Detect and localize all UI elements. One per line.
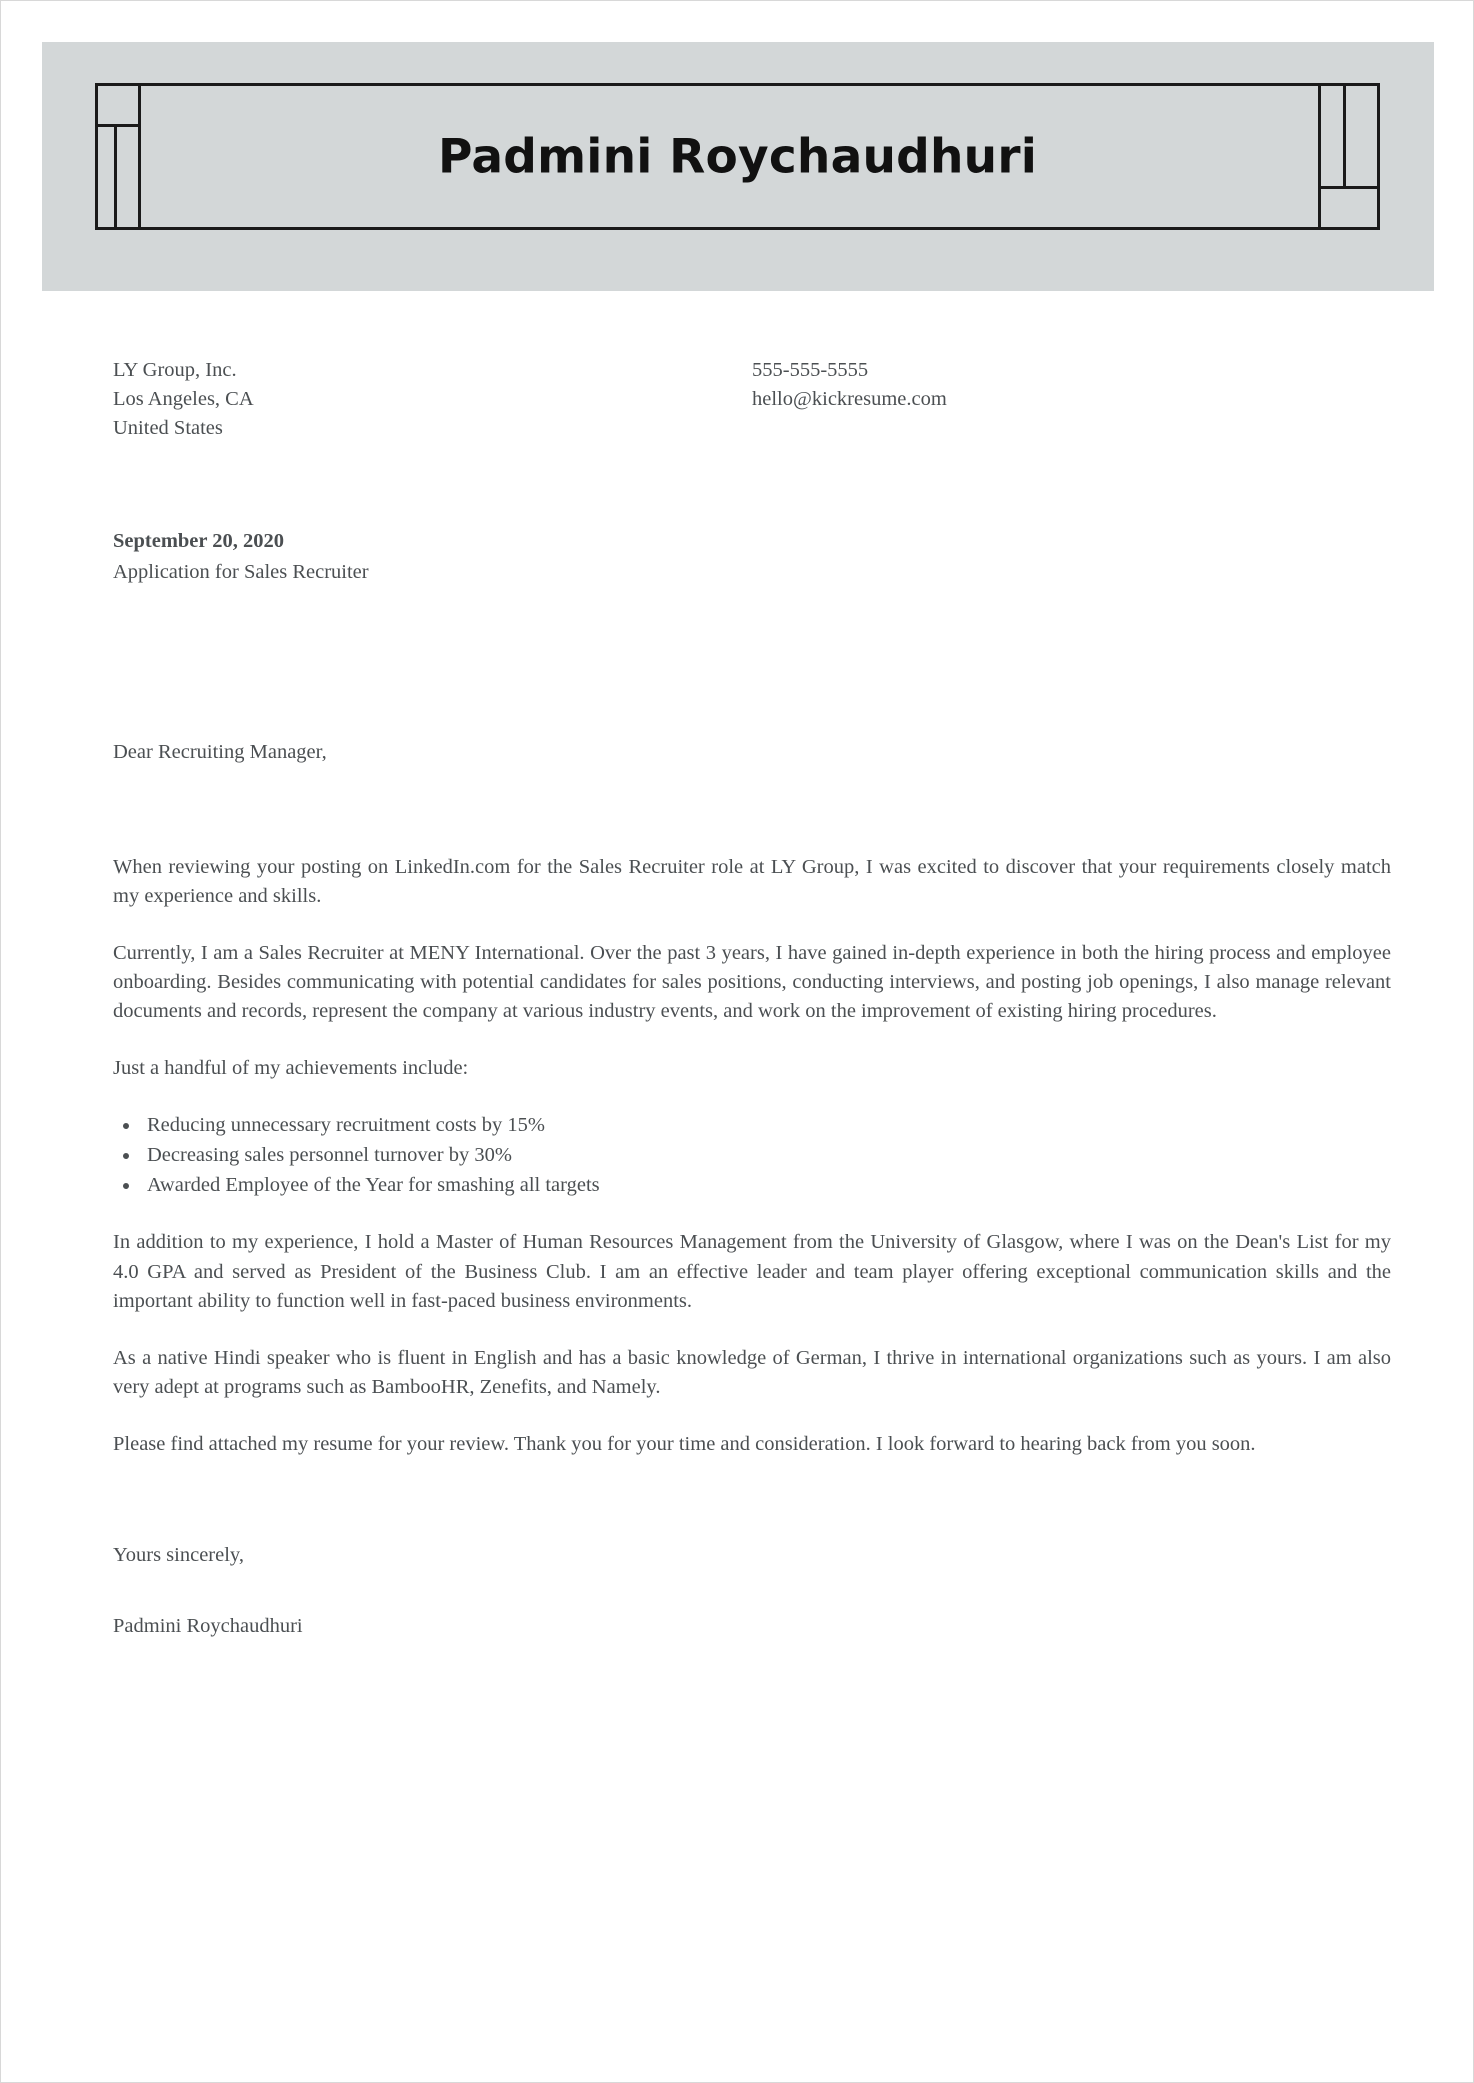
recipient-country: United States bbox=[113, 417, 223, 440]
recipient-city: Los Angeles, CA bbox=[113, 388, 254, 411]
letter-meta-block bbox=[113, 527, 1391, 587]
body-paragraph-3: In addition to my experience, I hold a Master of Human Resources Management from the University of Glasgow, where I was on the Dean's List for my 4.0 GPA and served as President of the Business Club. I am an effective leader and team player offering exceptional communication skills and the important ability to function well in fast-paced business environments. bbox=[113, 1231, 1391, 1312]
sign-off: Yours sincerely, bbox=[113, 1544, 244, 1567]
closing-block bbox=[113, 1541, 1391, 1641]
frame-rule-right-connector bbox=[1318, 186, 1380, 189]
salutation: Dear Recruiting Manager, bbox=[113, 740, 327, 763]
header-band bbox=[42, 42, 1434, 291]
letter-subject: Application for Sales Recruiter bbox=[113, 561, 369, 584]
body-paragraph-1: When reviewing your posting on LinkedIn.com for the Sales Recruiter role at LY Group, I was excited to discover that your requirements closely match my experience and skills. bbox=[113, 855, 1391, 907]
frame-rule-left-connector bbox=[95, 124, 141, 127]
letter-date: September 20, 2020 bbox=[113, 530, 285, 553]
candidate-name-title: Padmini Roychaudhuri bbox=[437, 129, 1038, 184]
list-item: • Decreasing sales personnel turnover by 30% bbox=[141, 1141, 1391, 1171]
achievements-list bbox=[113, 1111, 1391, 1200]
signature-name: Padmini Roychaudhuri bbox=[113, 1615, 303, 1638]
achievements-intro: Just a handful of my achievements include: bbox=[113, 1057, 469, 1080]
email-address[interactable]: hello@kickresume.com bbox=[752, 388, 947, 411]
letter-body bbox=[113, 853, 1391, 1459]
sender-contact-column bbox=[752, 356, 1391, 443]
recipient-address-column bbox=[113, 356, 752, 443]
phone-number: 555-555-5555 bbox=[752, 359, 869, 381]
body-paragraph-5: Please find attached my resume for your review. Thank you for your time and consideration. I look forward to hearing back from you soon. bbox=[113, 1433, 1256, 1456]
body-paragraph-4: As a native Hindi speaker who is fluent in English and has a basic knowledge of German, I thrive in international organizations such as yours. I am also very adept at programs such as BambooHR, Zenefits, and Namely. bbox=[113, 1346, 1391, 1398]
header-decorative-frame bbox=[95, 83, 1380, 230]
body-paragraph-2: Currently, I am a Sales Recruiter at MENY International. Over the past 3 years, I have gained in-depth experience in both the hiring process and employee onboarding. Besides communicating with potential candidates for sales positions, conducting interviews, and posting job openings, I also manage relevant documents and records, represent the company at various industry events, and work on the improvement of existing hiring procedures. bbox=[113, 941, 1391, 1023]
letter-content bbox=[113, 356, 1391, 1641]
recipient-company: LY Group, Inc. bbox=[113, 359, 237, 381]
contact-block bbox=[113, 356, 1391, 443]
list-item: • Awarded Employee of the Year for smashing all targets bbox=[141, 1171, 1391, 1201]
list-item: • Reducing unnecessary recruitment costs by 15% bbox=[141, 1111, 1391, 1141]
